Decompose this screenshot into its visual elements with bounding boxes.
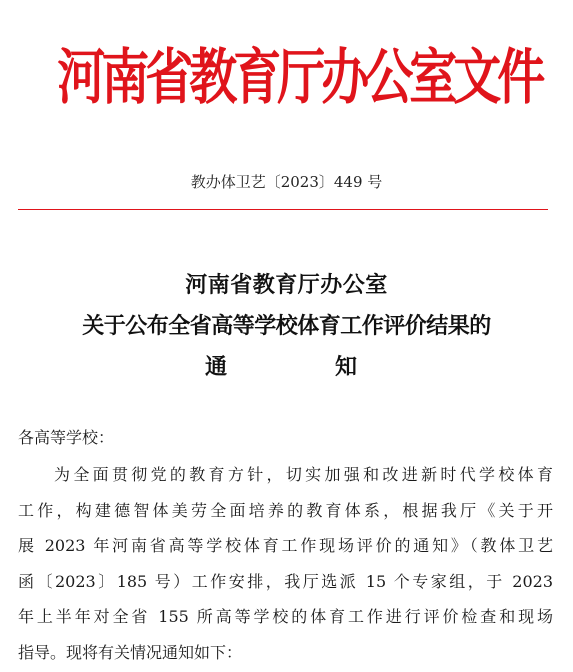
body-line-3: 展 2023 年河南省高等学校体育工作现场评价的通知》（教体卫艺 [18, 536, 553, 555]
title-char-zhi: 知 [335, 355, 358, 380]
body-line-2: 工作，构建德智体美劳全面培养的教育体系，根据我厅《关于开 [18, 501, 553, 520]
title-line-2: 关于公布全省高等学校体育工作评价结果的 [82, 314, 491, 339]
title-char-tong: 通 [205, 355, 228, 380]
document-number: 教办体卫艺〔2023〕449 号 [190, 173, 383, 191]
title-line-1: 河南省教育厅办公室 [185, 273, 388, 298]
red-separator-line [18, 209, 548, 210]
body-line-4: 函〔2023〕185 号）工作安排，我厅选派 15 个专家组，于 2023 [18, 572, 553, 591]
body-line-5: 年上半年对全省 155 所高等学校的体育工作进行评价检查和现场 [18, 607, 553, 626]
document-masthead: 河南省教育厅办公室文件 [57, 43, 542, 113]
body-line-6: 指导。现将有关情况通知如下： [18, 643, 243, 662]
salutation: 各高等学校： [18, 428, 115, 447]
body-line-1: 为全面贯彻党的教育方针，切实加强和改进新时代学校体育 [54, 465, 553, 484]
